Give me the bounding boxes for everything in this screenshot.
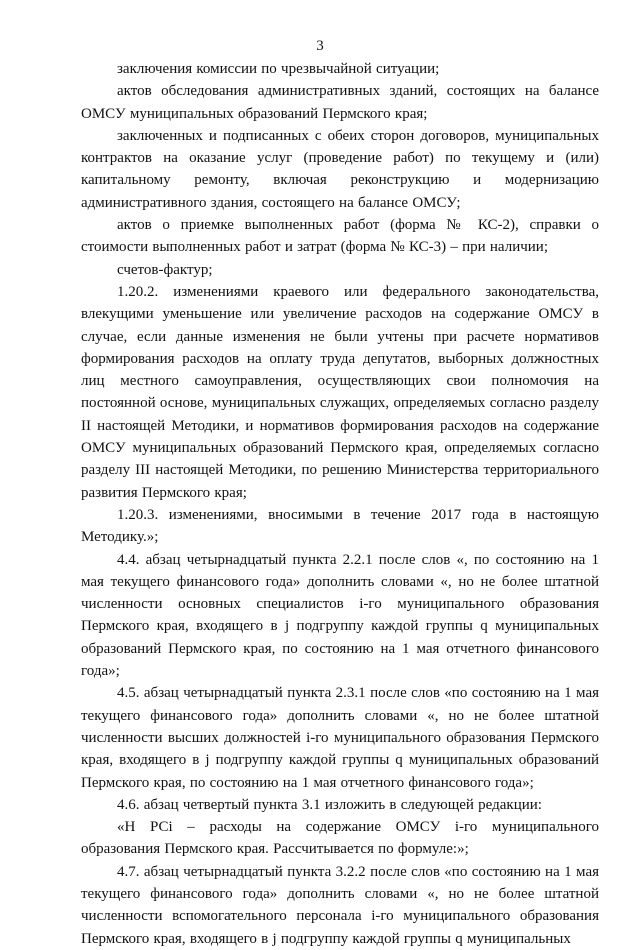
page-number: 3 xyxy=(316,38,324,54)
paragraph: 4.5. абзац четырнадцатый пункта 2.3.1 после слов «по состоянию на 1 мая текущего финансового года» дополнить словами «, но не более штатной численности высших должностей i-го муниципального образования Пермского края, входящего в j подгруппу каждой группы q муниципальных образований Пермского края, по состоянию на 1 мая отчетного финансового года»; xyxy=(81,685,599,791)
paragraph: актов о приемке выполненных работ (форма № КС-2), справки о стоимости выполненных работ и затрат (форма № КС-3) – при наличии; xyxy=(81,217,599,256)
paragraph: заключенных и подписанных с обеих сторон договоров, муниципальных контрактов на оказание услуг (проведение работ) по текущему и (или) капитальному ремонту, включая реконструкцию и модернизацию административного здания, состоящего на балансе ОМСУ; xyxy=(81,127,599,211)
document-body xyxy=(81,58,599,950)
paragraph: «Н РСi – расходы на содержание ОМСУ i-го муниципального образования Пермского края. Рассчитывается по формуле:»; xyxy=(81,819,599,858)
paragraph: заключения комиссии по чрезвычайной ситуации; xyxy=(117,61,440,77)
paragraph: 4.7. абзац четырнадцатый пункта 3.2.2 после слов «по состоянию на 1 мая текущего финансового года» дополнить словами «, но не более штатной численности вспомогательного персонала i-го муниципального образования Пермского края, входящего в j подгруппу каждой группы q муниципальных xyxy=(81,863,599,947)
paragraph: 4.6. абзац четвертый пункта 3.1 изложить в следующей редакции: xyxy=(117,796,542,813)
paragraph: актов обследования административных зданий, состоящих на балансе ОМСУ муниципальных образований Пермского края; xyxy=(81,83,599,122)
paragraph: счетов-фактур; xyxy=(117,261,213,278)
paragraph: 4.4. абзац четырнадцатый пункта 2.2.1 после слов «, по состоянию на 1 мая текущего финансового года» дополнить словами «, но не более штатной численности основных специалистов i-го муниципального образования Пермского края, входящего в j подгруппу каждой группы q муниципальных образований Пермского края, по состоянию на 1 мая отчетного финансового года»; xyxy=(81,551,599,680)
paragraph: 1.20.3. изменениями, вносимыми в течение 2017 года в настоящую Методику.»; xyxy=(81,506,599,546)
paragraph: 1.20.2. изменениями краевого или федерального законодательства, влекущими уменьшение или увеличение расходов на содержание ОМСУ в случае, если данные изменения не были учтены при расчете нормативов формирования расходов на оплату труда депутатов, выборных должностных лиц местного самоуправления, осуществляющих свои полномочия на постоянной основе, муниципальных служащих, определяемых согласно разделу II настоящей Методики, и нормативов формирования расходов на содержание ОМСУ муниципальных образований Пермского края, определяемых согласно разделу III настоящей Методики, по решению Министерства территориального развития Пермского края; xyxy=(81,283,599,501)
